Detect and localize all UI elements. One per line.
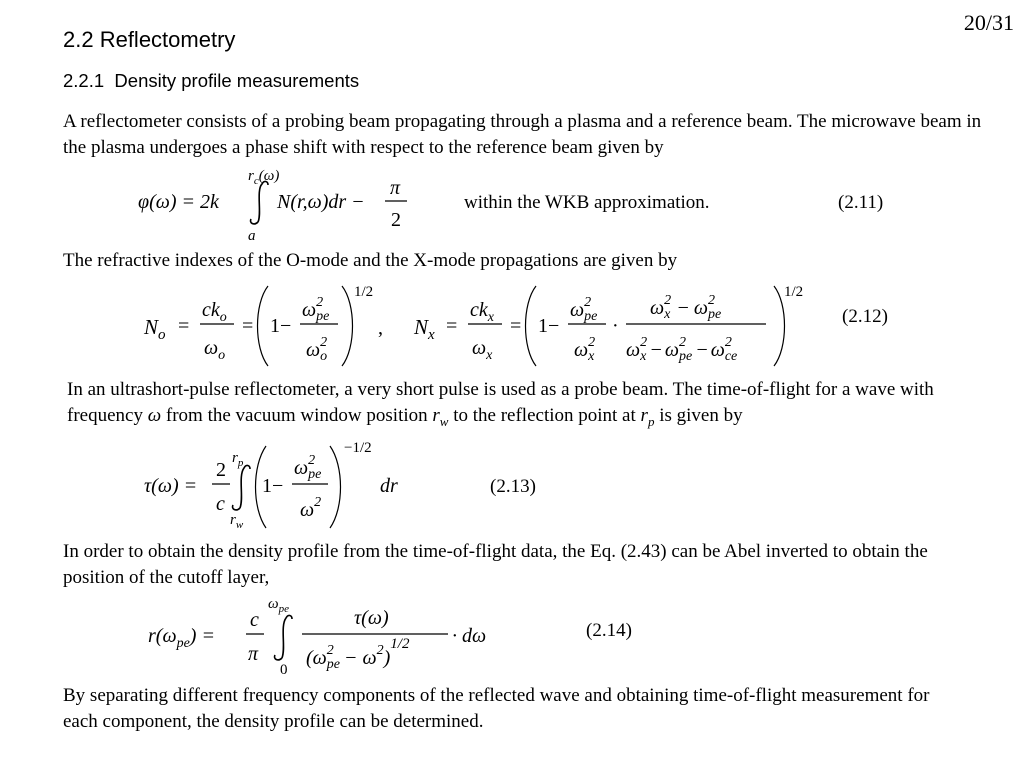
eq211-note: within the WKB approximation. [464, 192, 710, 213]
svg-text:=: = [242, 315, 254, 337]
svg-text:r(ωpe) =: $r(\omega_{pe})$ = [148, 625, 215, 651]
svg-text:ω2pe: $\omega^2$ pe [302, 295, 330, 324]
svg-text:ω2x−ω2pe: $\omega^2$ $x - \omega^2$ pe [650, 293, 722, 322]
svg-text:ωpe: $\omega_{pe}$ [268, 596, 289, 615]
subsection-title: 2.2.1 Density profile measurements [63, 70, 360, 91]
svg-text:rp: $r_p$ [232, 450, 244, 469]
svg-text:ω2x: $\omega^2$ x [574, 335, 596, 364]
eq212-number: (2.12) [842, 306, 888, 327]
svg-text:1/2: 1/2 [784, 284, 804, 300]
svg-text:dr: dr [380, 475, 398, 497]
svg-text:1−: 1− [262, 475, 284, 497]
svg-text:τ(ω): τ(ω) [354, 607, 389, 629]
omega-symbol: ω [147, 405, 162, 426]
rp-symbol: $r_p$ [640, 405, 655, 429]
eq211-integral-sign [251, 181, 268, 223]
paragraph-conclusion: By separating different frequency components of the reflected wave and obtaining time-of-flight measurement for each component, the density profile can be determined. [63, 685, 930, 732]
svg-text:=: = [446, 315, 458, 337]
svg-text:ωx: $\omega_x$ [472, 337, 493, 363]
eq213-number: (2.13) [490, 476, 536, 497]
eq211-upper-limit: $r_c(\omega)$ [248, 168, 280, 187]
paragraph-abel-inversion: In order to obtain the density profile from the time-of-flight data, the Eq. (2.43) can be Abel inverted to obtain the position of the cutoff layer, [63, 541, 928, 588]
eq212-Nx: $N_x$ [414, 315, 435, 343]
svg-text:ω2: $\omega^2$ [300, 495, 322, 521]
eq214-number: (2.14) [586, 620, 632, 641]
rw-symbol: $r_w$ [432, 405, 449, 429]
svg-text:1−: 1− [538, 315, 560, 337]
svg-text:1−: 1− [270, 315, 292, 337]
eq211-lhs: φ(ω) = 2k [138, 191, 219, 213]
svg-text:−1/2: −1/2 [344, 440, 372, 456]
eq212-No: $N_o$ [144, 315, 166, 343]
svg-text:2: 2 [216, 459, 226, 481]
svg-text:c: c [250, 609, 259, 631]
page-number: 20/31 [963, 10, 1014, 35]
svg-text:ω2o: $\omega^2$ o [306, 335, 328, 364]
svg-text:,: , [378, 317, 383, 339]
svg-text:π: π [248, 643, 259, 665]
svg-text:0: 0 [280, 662, 288, 678]
equation-2-12 [130, 278, 1010, 373]
section-title: 2.2 Reflectometry [63, 27, 236, 52]
eq211-pi: π [390, 177, 401, 199]
svg-text:1/2: 1/2 [354, 284, 374, 300]
svg-text:=: = [510, 315, 522, 337]
svg-text:=: = [178, 315, 190, 337]
svg-text:· dω: · dω [452, 625, 487, 647]
svg-text:cko: $ck_o$ [202, 299, 227, 325]
eq211-lower-limit: a [248, 228, 256, 244]
svg-text:rw: $r_w$ [230, 512, 244, 531]
svg-text:ckx: $ck_x$ [470, 299, 494, 325]
svg-text:c: c [216, 493, 225, 515]
svg-text:ω2pe: $\omega^2$ pe [294, 453, 322, 482]
svg-text:ωo: $\omega_o$ [204, 337, 226, 363]
svg-text:·: · [612, 315, 619, 337]
eq211-integrand: N(r,ω)dr − [277, 191, 365, 213]
svg-text:τ(ω) =: τ(ω) = [144, 475, 198, 497]
paragraph-refractive: The refractive indexes of the O-mode and the X-mode propagations are given by [63, 250, 678, 271]
svg-text:ω2x−ω2pe−ω2ce: $\omega^2$ $x - \omega^2$ pe − $\omega^2$ ce [626, 335, 738, 364]
equation-2-14 [130, 590, 830, 682]
paragraph-intro: A reflectometer consists of a probing beam propagating through a plasma and a reference beam. The microwave beam in the plasma undergoes a phase shift with respect to the reference beam given by [63, 111, 982, 158]
svg-text:(ω2pe− ω2)1/2: ($\omega^2$ pe − $\omega^2)^{1/2}$ [306, 636, 410, 672]
paragraph-time-of-flight: In an ultrashort-pulse reflectometer, a very short pulse is used as a probe beam. The time-of-flight for a wave with frequency ω from the vacuum window position $r_w$ to the reflection point at $r_p$ is given by [67, 379, 934, 429]
eq211-two: 2 [391, 209, 401, 231]
equation-2-13 [130, 432, 830, 532]
svg-text:ω2pe: $\omega^2$ pe [570, 295, 598, 324]
eq211-number: (2.11) [838, 192, 884, 213]
equation-2-11 [130, 160, 1010, 248]
